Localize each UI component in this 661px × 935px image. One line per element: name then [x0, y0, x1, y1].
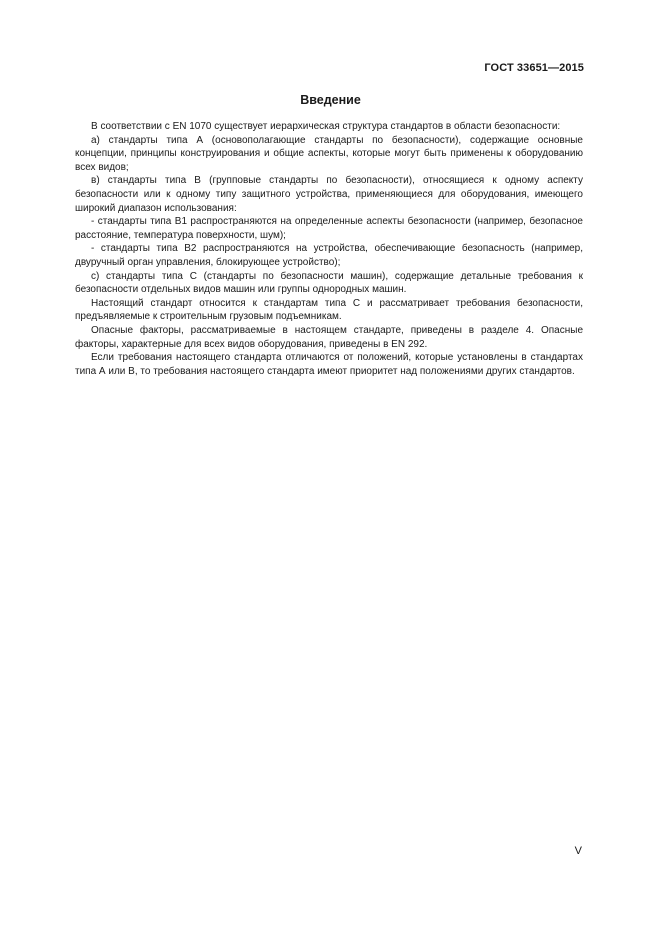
section-title: Введение	[300, 93, 361, 107]
paragraph-intro: В соответствии с EN 1070 существует иерархическая структура стандартов в области безопасности:	[91, 121, 561, 132]
page-number: V	[574, 845, 582, 857]
paragraph-type-b1: - стандарты типа В1 распространяются на определенные аспекты безопасности (например, безопасное расстояние, температура поверхности, шум);	[75, 216, 583, 241]
paragraph-type-c: с) стандарты типа С (стандарты по безопасности машин), содержащие детальные требования к безопасности отдельных видов машин или группы однородных машин.	[75, 270, 583, 296]
paragraph-scope: Настоящий стандарт относится к стандартам типа С и рассматривает требования безопасности, предъявляемые к строительным грузовым подъемникам.	[75, 297, 583, 323]
introduction-body	[75, 120, 583, 378]
paragraph-type-a: а) стандарты типа А (основополагающие стандарты по безопасности), содержащие основные концепции, принципы конструирования и общие аспекты, которые могут быть применены к оборудованию всех видов;	[75, 134, 583, 173]
paragraph-type-b: в) стандарты типа В (групповые стандарты по безопасности), относящиеся к одному аспекту безопасности или к одному типу защитного устройства, применяющиеся для оборудования, имеющего широкий диапазон использования:	[75, 175, 583, 214]
paragraph-priority: Если требования настоящего стандарта отличаются от положений, которые установлены в стандартах типа А или В, то требования настоящего стандарта имеют приоритет над положениями других стандартов.	[75, 352, 583, 377]
paragraph-type-b2: - стандарты типа В2 распространяются на устройства, обеспечивающие безопасность (например, двуручный орган управления, блокирующее устройство);	[75, 243, 583, 268]
standard-code-header: ГОСТ 33651—2015	[484, 62, 584, 74]
paragraph-hazards: Опасные факторы, рассматриваемые в настоящем стандарте, приведены в разделе 4. Опасные факторы, характерные для всех видов оборудования, приведены в EN 292.	[75, 324, 583, 350]
